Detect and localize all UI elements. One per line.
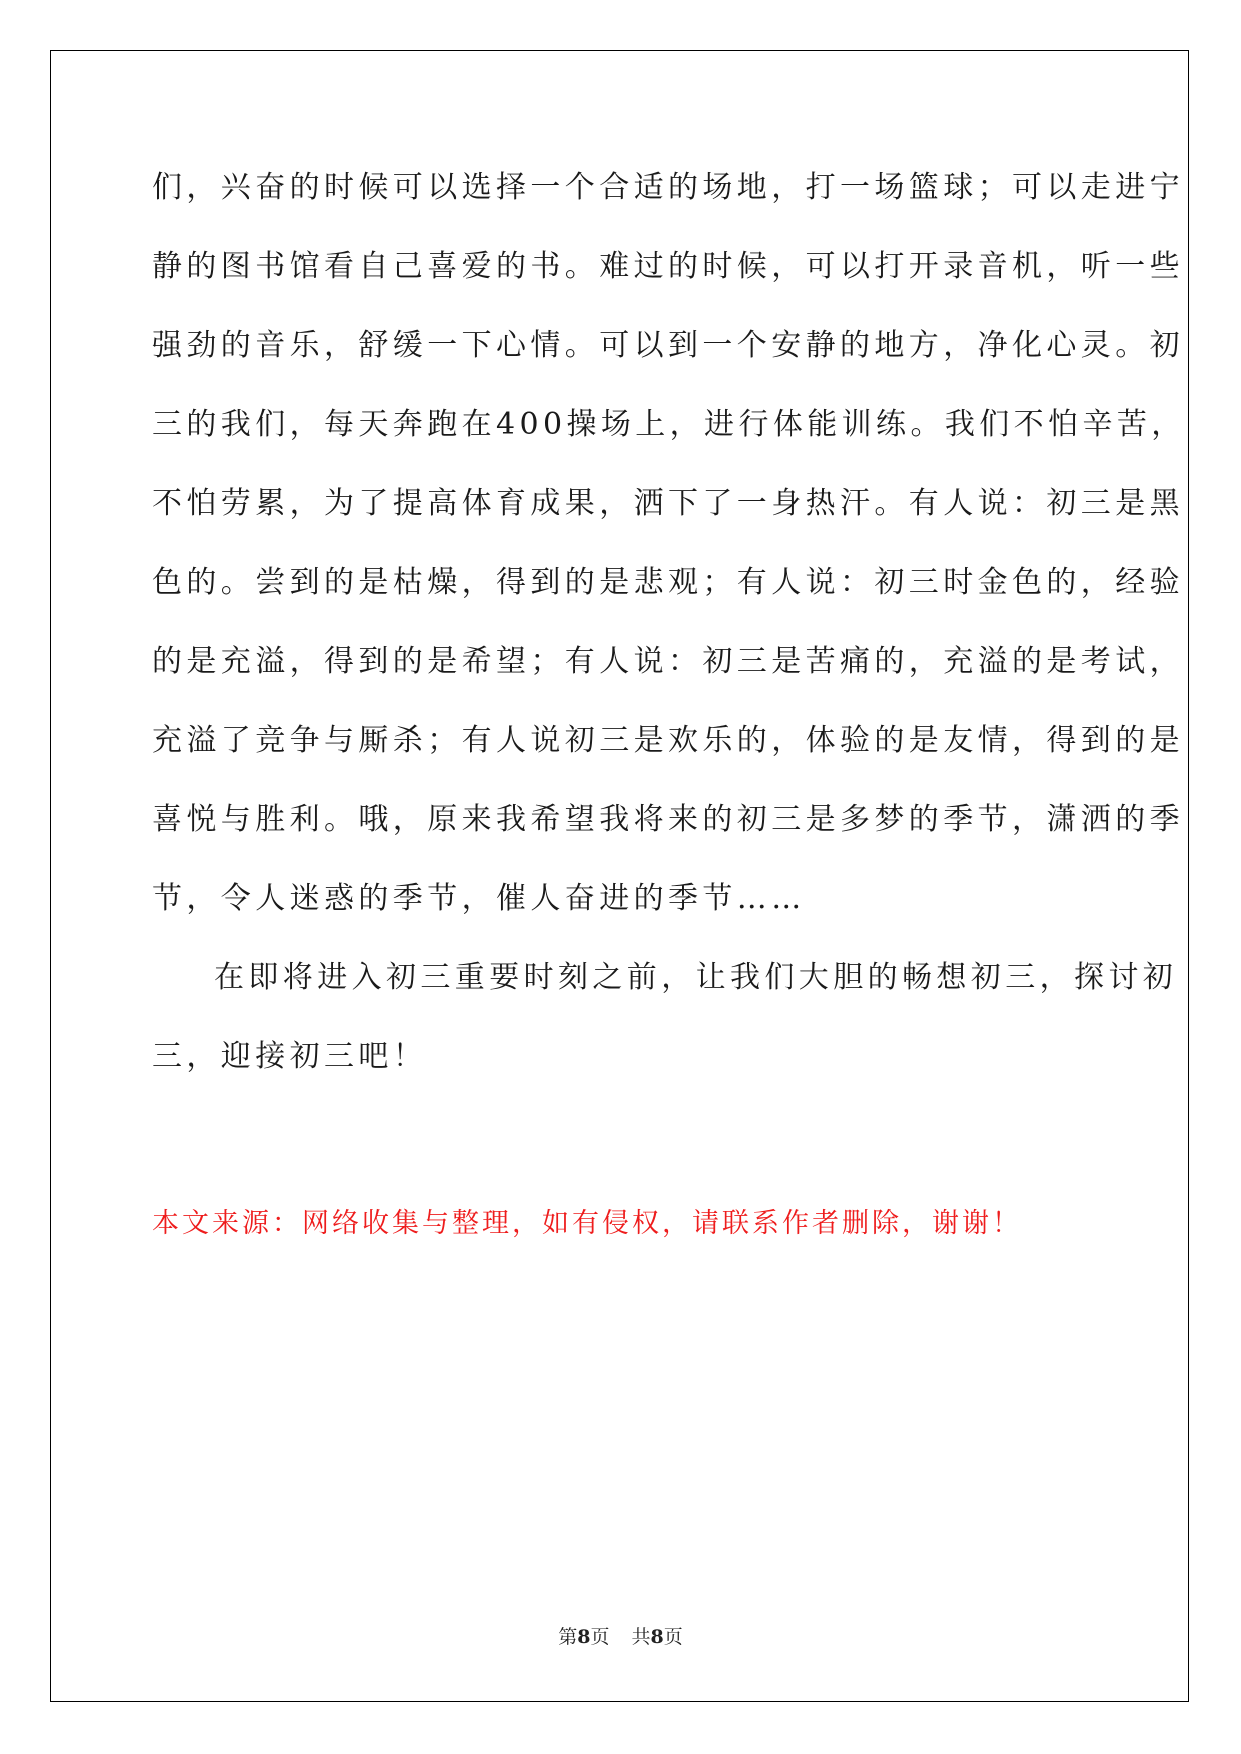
total-pages: 8: [650, 1626, 664, 1648]
paragraph-2-line-1: 在即将进入初三重要时刻之前，让我们大胆的畅想初三，探讨初: [214, 960, 1178, 995]
paragraph-1-line-1: 们，兴奋的时候可以选择一个合适的场地，打一场篮球；可以走进宁: [152, 170, 1184, 205]
page-number: 8: [577, 1626, 591, 1648]
source-note: 本文来源：网络收集与整理，如有侵权，请联系作者删除，谢谢！: [152, 1208, 1022, 1239]
paragraph-1-line-8: 充溢了竞争与厮杀；有人说初三是欢乐的，体验的是友情，得到的是: [152, 723, 1184, 758]
document-body: [152, 160, 1186, 1252]
total-prefix: 共: [631, 1626, 651, 1648]
paragraph-gap: [152, 1108, 1092, 1196]
paragraph-1-line-6: 色的。尝到的是枯燥，得到的是悲观；有人说：初三时金色的，经验: [152, 565, 1184, 600]
page-suffix: 页: [590, 1626, 610, 1648]
paragraph-1-line-4: 三的我们，每天奔跑在400操场上，进行体能训练。我们不怕辛苦，: [152, 407, 1186, 442]
paragraph-1-line-7: 的是充溢，得到的是希望；有人说：初三是苦痛的，充溢的是考试，: [152, 644, 1184, 679]
paragraph-2-line-2: 三，迎接初三吧！: [152, 1039, 428, 1074]
paragraph-1-line-3: 强劲的音乐，舒缓一下心情。可以到一个安静的地方，净化心灵。初: [152, 328, 1184, 363]
paragraph-1-line-5: 不怕劳累，为了提高体育成果，洒下了一身热汗。有人说：初三是黑: [152, 486, 1184, 521]
paragraph-1-line-9: 喜悦与胜利。哦，原来我希望我将来的初三是多梦的季节，潇洒的季: [152, 802, 1184, 837]
page-prefix: 第: [558, 1626, 578, 1648]
paragraph-1-line-2: 静的图书馆看自己喜爱的书。难过的时候，可以打开录音机，听一些: [152, 249, 1184, 284]
page-footer: [0, 1622, 1241, 1649]
paragraph-1-line-10: 节，令人迷惑的季节，催人奋进的季节……: [152, 881, 806, 916]
total-suffix: 页: [663, 1626, 683, 1648]
